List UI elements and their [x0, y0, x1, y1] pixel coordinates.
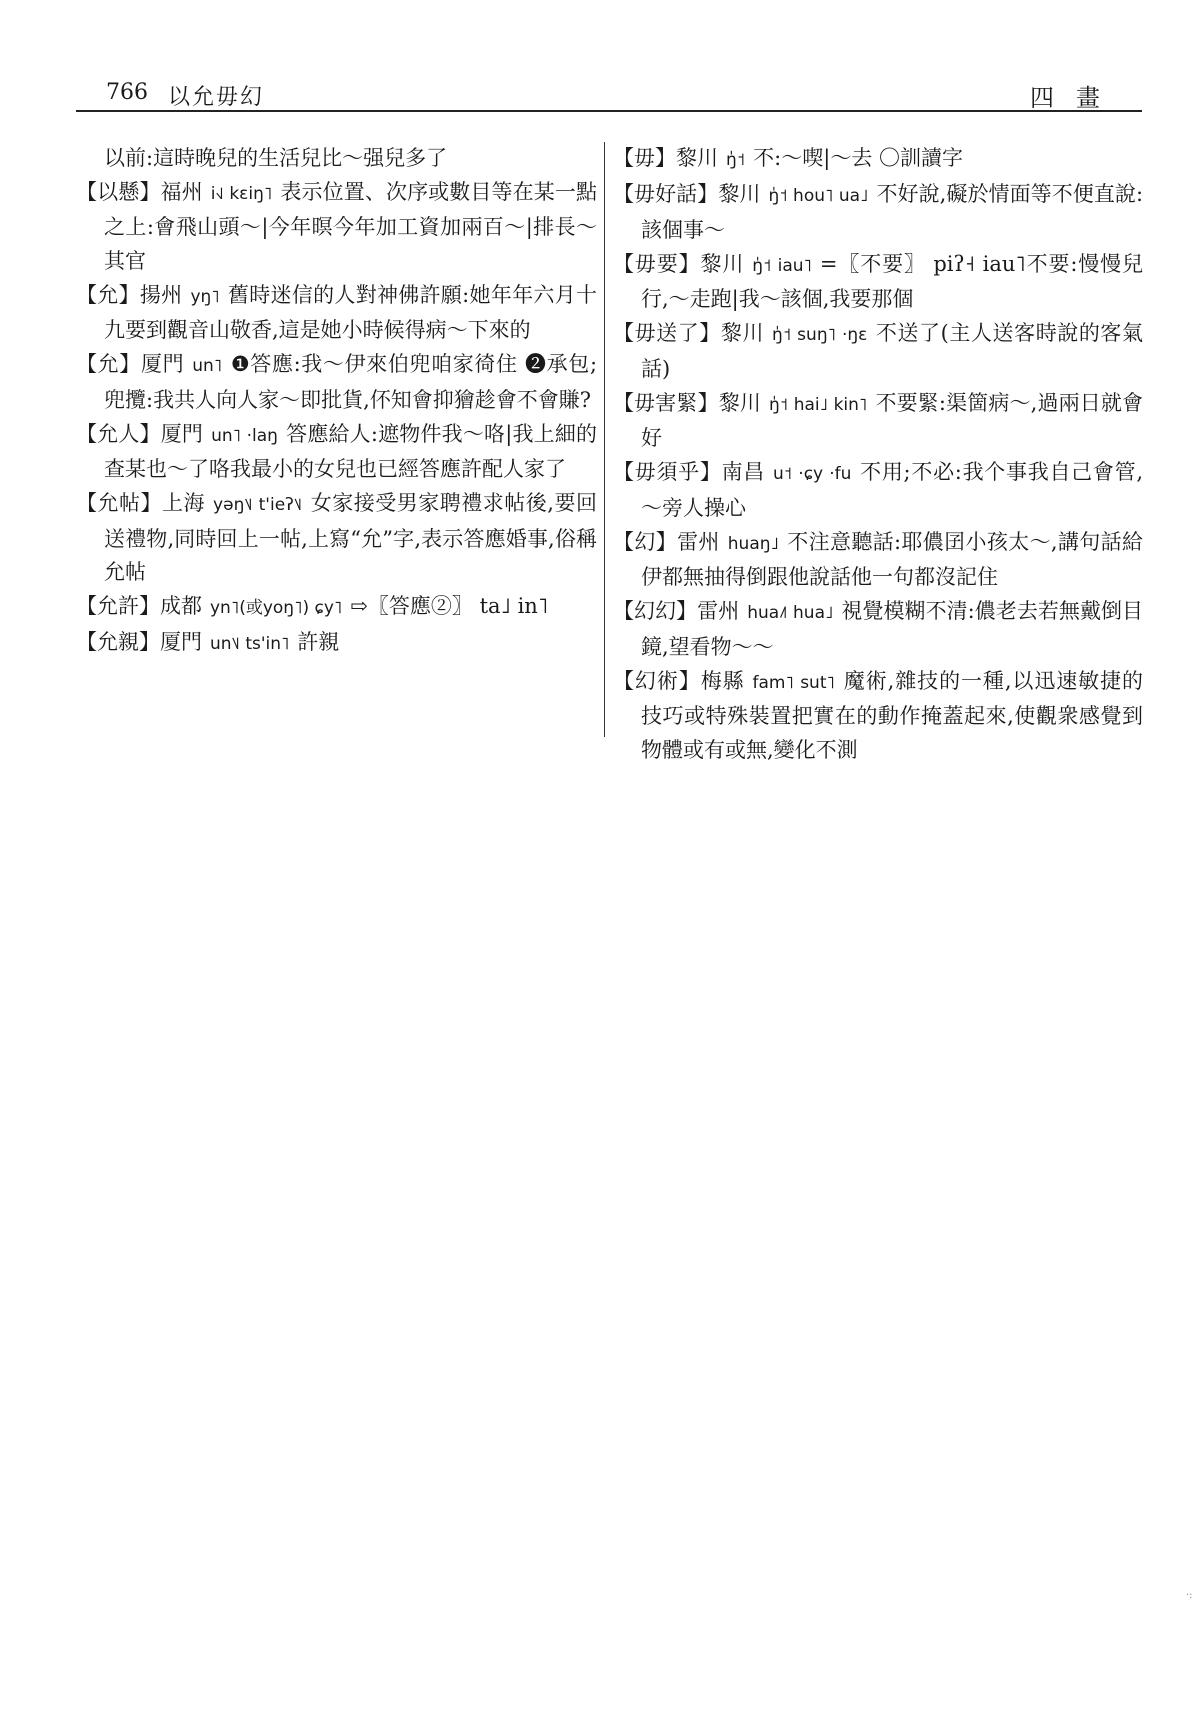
entry-pronunciation: ŋ̍˦ suŋ˥ ·ŋɛ [772, 325, 868, 345]
entry-location: 黎川 [700, 251, 745, 276]
entry-pronunciation: ŋ̍˦ hou˥ ua˩ [768, 186, 869, 206]
section-title: 四畫 [1030, 84, 1122, 112]
entry-pronunciation: yn˥(或yoŋ˥) ɕy˥ [210, 598, 343, 618]
right-column [613, 142, 1143, 768]
dictionary-entry [613, 317, 1143, 386]
dictionary-entry [613, 178, 1143, 247]
continuation-text: 以前:這時晚兒的生活兒比～强兒多了 [104, 146, 448, 170]
entry-location: 黎川 [676, 146, 718, 170]
entry-location: 黎川 [718, 390, 762, 415]
dictionary-entry [76, 487, 597, 590]
entry-definition: 不:～喫|～去 〇訓讀字 [753, 146, 963, 170]
entry-definition: 視覺模糊不清:儂老去若無戴倒目鏡,望看物～～ [641, 599, 1144, 659]
dictionary-entry [76, 279, 597, 348]
entry-location: 雷州 [697, 599, 740, 623]
entry-pronunciation: hua˩˥ hua˩ [747, 603, 834, 623]
entry-location: 厦門 [160, 630, 202, 654]
entry-pronunciation: ŋ̍˦ iau˥ [752, 255, 812, 276]
entry-pronunciation: u˦ ·ɕy ·fu [773, 464, 852, 484]
entry-pronunciation: fam˥ sut˥ [752, 672, 835, 693]
entry-location: 厦門 [160, 421, 204, 446]
entry-definition: 不用;不必:我个事我自己會管,～旁人操心 [641, 460, 1143, 520]
entry-location: 黎川 [720, 321, 765, 345]
entry-headword: 【允】 [76, 282, 140, 307]
entry-definition: ❶答應:我～伊來伯兜咱家徛住 ❷承包;兜攬:我共人向人家～即批貨,伓知會抑獪趁會不會賺? [104, 352, 598, 412]
entry-headword: 【毋送了】 [613, 321, 721, 345]
entry-headword: 【毋好話】 [613, 182, 719, 206]
entry-headword: 【允許】 [76, 594, 160, 618]
entry-pronunciation: yəŋ˥˩ t'ieʔ˥˩ [213, 495, 303, 515]
entry-headword: 【毋害緊】 [613, 390, 719, 415]
right-entries [613, 142, 1143, 767]
entry-location: 雷州 [677, 529, 720, 554]
entry-headword: 【幻幻】 [613, 599, 698, 623]
dictionary-entry [613, 665, 1143, 768]
entry-definition: 不好說,礙於情面等不便直說:該個事～ [641, 182, 1144, 242]
entry-pronunciation: ŋ̍˦ hai˩ kin˥ [769, 394, 868, 415]
entry-location: 南昌 [721, 460, 766, 484]
entry-definition: 舊時迷信的人對神佛許願:她年年六月十九要到觀音山敬香,這是她小時候得病～下來的 [104, 282, 598, 342]
entry-location: 厦門 [140, 352, 185, 376]
entry-pronunciation: un˥˩ ts'in˥ [210, 634, 290, 654]
entry-pronunciation: i˧˩ kɛiŋ˥ [210, 183, 273, 204]
entry-location: 成都 [160, 594, 202, 618]
entry-headword: 【允人】 [76, 421, 161, 446]
dictionary-entry [613, 248, 1143, 317]
entry-headword: 【允帖】 [76, 491, 163, 515]
dictionary-entry [76, 626, 597, 662]
entry-definition: 不要緊:渠箇病～,過兩日就會好 [641, 390, 1144, 450]
entry-headword: 【幻】 [613, 529, 678, 554]
entry-definition: 魔術,雜技的一種,以迅速敏捷的技巧或特殊裝置把實在的動作掩蓋起來,使觀衆感覺到物體或有或無,變化不測 [641, 668, 1144, 762]
entry-pronunciation: huaŋ˩ [727, 533, 779, 554]
entry-headword: 【毋】 [613, 146, 676, 170]
entry-headword: 【毋要】 [613, 251, 701, 276]
entry-headword: 【允】 [76, 352, 141, 376]
entry-location: 黎川 [718, 182, 761, 206]
entry-pronunciation: ŋ̍˦ [726, 150, 746, 170]
entry-headword: 【毋須乎】 [613, 460, 722, 484]
dictionary-entry [613, 456, 1143, 525]
entry-headword: 【以懸】 [76, 179, 161, 204]
dictionary-entry [76, 418, 597, 487]
entry-location: 福州 [160, 179, 203, 204]
dictionary-entry [76, 590, 597, 626]
entry-location: 梅縣 [700, 668, 745, 693]
dictionary-entry [76, 348, 597, 417]
entry-pronunciation: yŋ˥ [190, 286, 220, 307]
entry-definition: 不送了(主人送客時說的客氣話) [641, 321, 1144, 381]
column-divider [604, 142, 605, 737]
entry-definition: 不注意聽話:耶儂囝小孩太～,講句話給伊都無抽得倒跟他說話他一句都沒記住 [641, 529, 1144, 589]
entry-definition: =〖不要〗 piʔ˧ iau˥不要:慢慢兒行,～走跑|我～該個,我要那個 [641, 251, 1144, 311]
entry-pronunciation: un˥ ·laŋ [211, 425, 278, 446]
entry-definition: ⇨〖答應②〗 ta˩ in˥ [350, 594, 549, 618]
page-header [76, 76, 1142, 112]
entry-definition: 答應給人:遮物件我～咯|我上細的查某也～了咯我最小的女兒也已經答應許配人家了 [104, 421, 598, 481]
entry-pronunciation: un˥ [192, 356, 223, 376]
dictionary-entry [613, 142, 1143, 178]
dictionary-entry [613, 595, 1143, 664]
entry-definition: 表示位置、次序或數目等在某一點之上:會飛山頭～|今年暝今年加工資加兩百～|排長～其官 [104, 179, 597, 273]
entry-headword: 【允親】 [76, 630, 160, 654]
header-title: 以允毋幻 [168, 85, 265, 110]
entry-headword: 【幻術】 [613, 668, 701, 693]
entry-definition: 女家接受男家聘禮求帖後,要回送禮物,同時回上一帖,上寫“允”字,表示答應婚事,俗稱允帖 [104, 491, 597, 584]
margin-mark: ·: [1186, 1590, 1193, 1601]
dictionary-entry [76, 176, 597, 279]
entry-definition: 許親 [297, 630, 340, 654]
entry-location: 上海 [162, 491, 206, 515]
entry-location: 揚州 [139, 282, 183, 307]
left-column [76, 142, 597, 662]
left-entries [76, 176, 597, 662]
dictionary-entry [613, 526, 1143, 595]
page-number: 766 [106, 80, 148, 105]
dictionary-entry [613, 387, 1143, 456]
